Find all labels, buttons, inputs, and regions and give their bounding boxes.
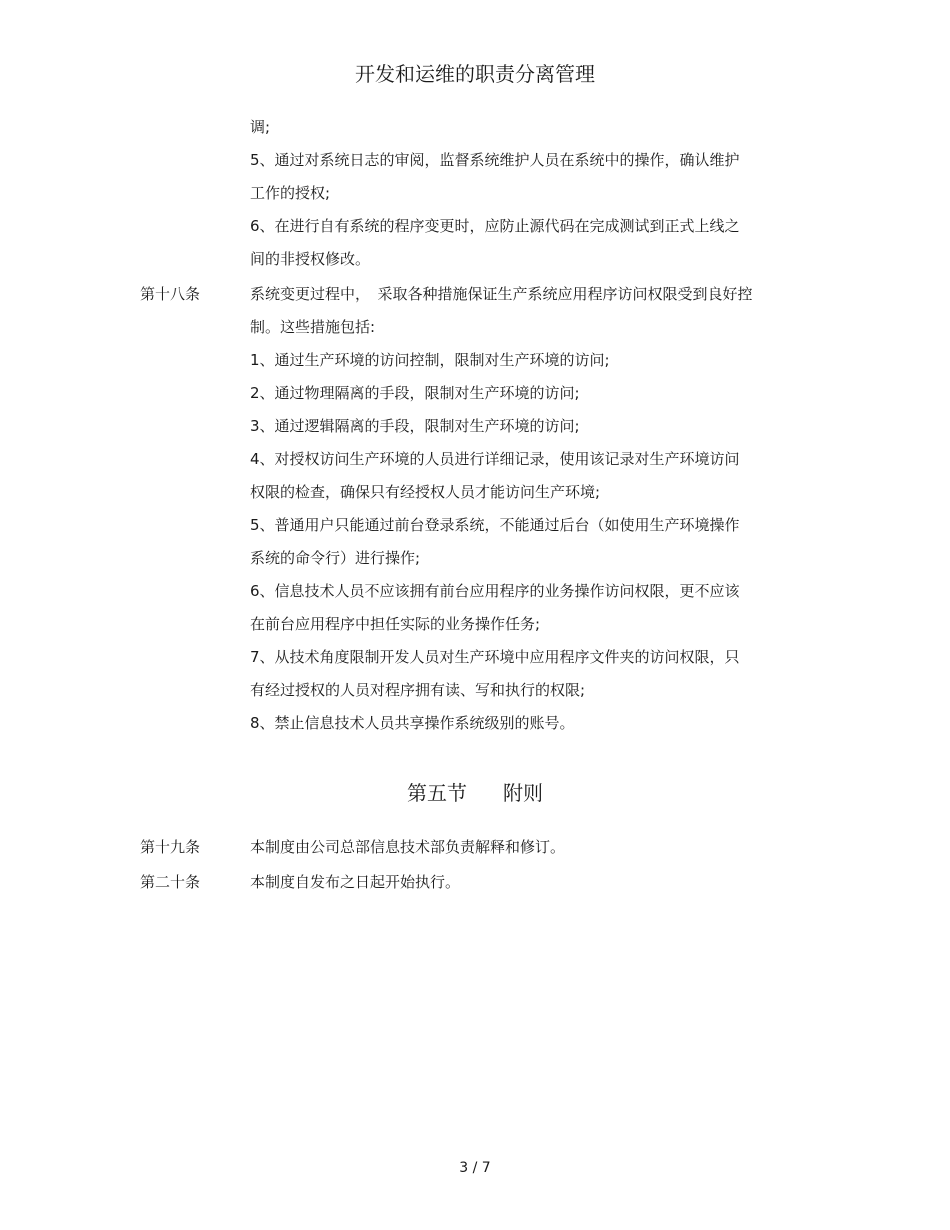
article-18-line: 2、通过物理隔离的手段，限制对生产环境的访问; — [250, 384, 580, 402]
section-name: 附则 — [503, 781, 543, 805]
article-20-text: 本制度自发布之日起开始执行。 — [250, 873, 461, 891]
article-19-text: 本制度由公司总部信息技术部负责解释和修订。 — [250, 838, 566, 856]
page-header-title: 开发和运维的职责分离管理 — [355, 62, 595, 86]
article-18-line: 权限的检查，确保只有经授权人员才能访问生产环境; — [250, 483, 601, 501]
article-18-line: 系统变更过程中， 采取各种措施保证生产系统应用程序访问权限受到良好控 — [250, 285, 753, 303]
intro-line: 6、在进行自有系统的程序变更时，应防止源代码在完成测试到正式上线之 — [250, 217, 740, 235]
intro-line: 间的非授权修改。 — [250, 250, 371, 268]
intro-line: 调; — [250, 118, 271, 136]
article-18-line: 有经过授权的人员对程序拥有读、写和执行的权限; — [250, 681, 586, 699]
article-18-label: 第十八条 — [140, 285, 201, 303]
article-20-label: 第二十条 — [140, 873, 201, 891]
article-19-label: 第十九条 — [140, 838, 201, 856]
section-number: 第五节 — [407, 781, 467, 805]
intro-line: 5、通过对系统日志的审阅，监督系统维护人员在系统中的操作，确认维护 — [250, 151, 740, 169]
article-18-line: 8、禁止信息技术人员共享操作系统级别的账号。 — [250, 714, 575, 732]
article-18-line: 5、普通用户只能通过前台登录系统，不能通过后台（如使用生产环境操作 — [250, 516, 740, 534]
article-18-line: 3、通过逻辑隔离的手段，限制对生产环境的访问; — [250, 417, 580, 435]
article-18-line: 4、对授权访问生产环境的人员进行详细记录，使用该记录对生产环境访问 — [250, 450, 740, 468]
section-heading — [0, 777, 950, 806]
article-18-line: 7、从技术角度限制开发人员对生产环境中应用程序文件夹的访问权限，只 — [250, 648, 740, 666]
article-18-line: 系统的命令行）进行操作; — [250, 549, 421, 567]
article-18-line: 1、通过生产环境的访问控制，限制对生产环境的访问; — [250, 351, 610, 369]
intro-line: 工作的授权; — [250, 184, 331, 202]
article-18-line: 在前台应用程序中担任实际的业务操作任务; — [250, 615, 541, 633]
article-18-line: 制。这些措施包括: — [250, 318, 376, 336]
page-number: 3 / 7 — [459, 1160, 491, 1176]
article-18-line: 6、信息技术人员不应该拥有前台应用程序的业务操作访问权限，更不应该 — [250, 582, 740, 600]
